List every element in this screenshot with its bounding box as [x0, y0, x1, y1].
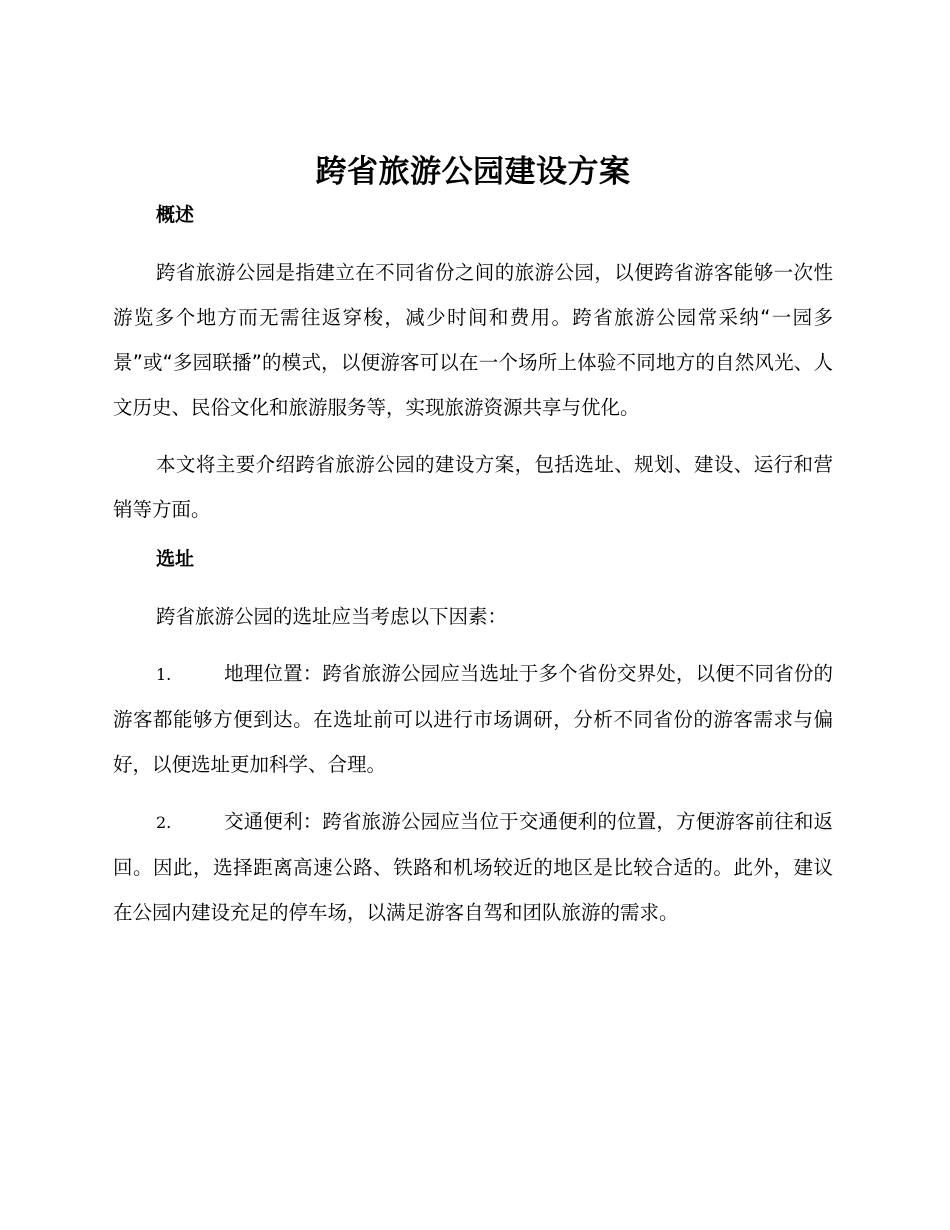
section-heading-site: 选址 [156, 548, 195, 570]
list-item [113, 651, 833, 787]
site-intro-paragraph: 跨省旅游公园的选址应当考虑以下因素： [156, 605, 508, 628]
list-item-number: 2. [156, 813, 172, 832]
document-page [113, 150, 833, 947]
list-item [113, 799, 833, 935]
section-heading-overview: 概述 [156, 204, 195, 226]
list-item-number: 1. [156, 665, 172, 684]
document-title: 跨省旅游公园建设方案 [315, 154, 631, 190]
overview-paragraph-2: 本文将主要介绍跨省旅游公园的建设方案，包括选址、规划、建设、运行和营销等方面。 [113, 453, 833, 521]
overview-paragraph-1: 跨省旅游公园是指建立在不同省份之间的旅游公园，以便跨省游客能够一次性游览多个地方而无需往返穿梭，减少时间和费用。跨省旅游公园常采纳“一园多景”或“多园联播”的模式，以便游客可以在一个场所上体验不同地方的自然风光、人文历史、民俗文化和旅游服务等，实现旅游资源共享与优化。 [113, 261, 833, 419]
list-item-text: 地理位置：跨省旅游公园应当选址于多个省份交界处，以便不同省份的游客都能够方便到达。在选址前可以进行市场调研，分析不同省份的游客需求与偏好，以便选址更加科学、合理。 [113, 662, 833, 776]
list-item-text: 交通便利：跨省旅游公园应当位于交通便利的位置，方便游客前往和返回。因此，选择距离高速公路、铁路和机场较近的地区是比较合适的。此外，建议在公园内建设充足的停车场，以满足游客自驾和团队旅游的需求。 [113, 810, 833, 924]
